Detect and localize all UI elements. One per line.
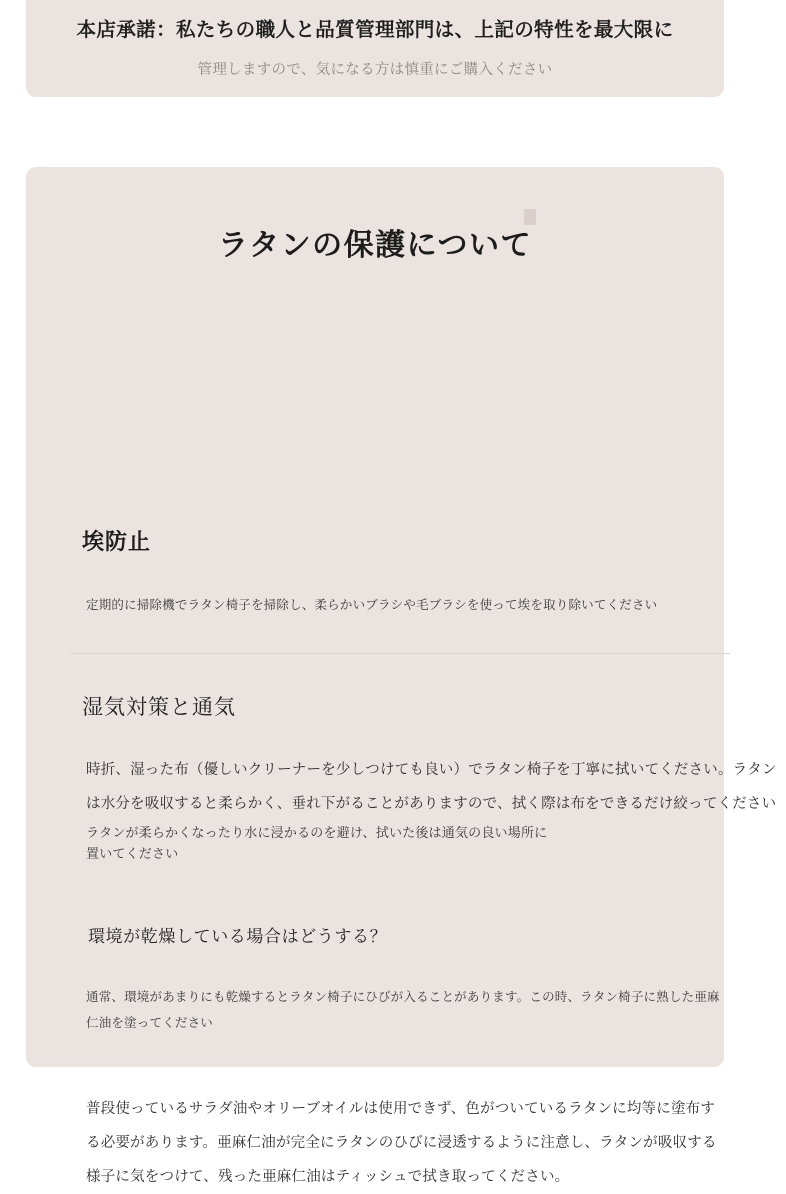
section-text-humidity-1: 時折、湿った布（優しいクリーナーを少しつけても良い）でラタン椅子を丁寧に拭いてください。ラタンは水分を吸収すると柔らかく、垂れ下がることがありますので、拭く際は布をできるだけ絞ってください [86,762,777,812]
section-divider [70,653,730,654]
rattan-care-card [26,167,777,1185]
section-text-dryness-1: 通常、環境があまりにも乾燥するとラタン椅子にひびが入ることがあります。この時、ラタン椅子に熟した亜麻仁油を塗ってください [86,990,720,1030]
page-title: ラタンの保護について [217,229,533,262]
store-promise-card [26,0,724,97]
section-text-dust: 定期的に掃除機でラタン椅子を掃除し、柔らかいブラシや毛ブラシを使って埃を取り除いてください [86,598,658,612]
section-heading-humidity: 湿気対策と通気 [82,696,236,719]
section-text-dryness-2: 普段使っているサラダ油やオリーブオイルは使用できず、色がついているラタンに均等に塗布する必要があります。亜麻仁油が完全にラタンのひびに浸透するように注意し、ラタンが吸収する様子に気をつけて、残った亜麻仁油はティッシュで拭き取ってください。 [86,1101,717,1185]
section-text-humidity-2: ラタンが柔らかくなったり水に浸かるのを避け、拭いた後は通気の良い場所に置いてください [86,825,548,861]
store-promise-subtext: 管理しますので、気になる方は慎重にご購入ください [197,62,553,78]
title-highlight-mark [524,209,536,225]
section-heading-dryness: 環境が乾燥している場合はどうする？ [88,927,388,946]
store-promise-headline: 本店承諾：私たちの職人と品質管理部門は、上記の特性を最大限に [76,19,674,41]
section-heading-dust: 埃防止 [82,529,152,554]
